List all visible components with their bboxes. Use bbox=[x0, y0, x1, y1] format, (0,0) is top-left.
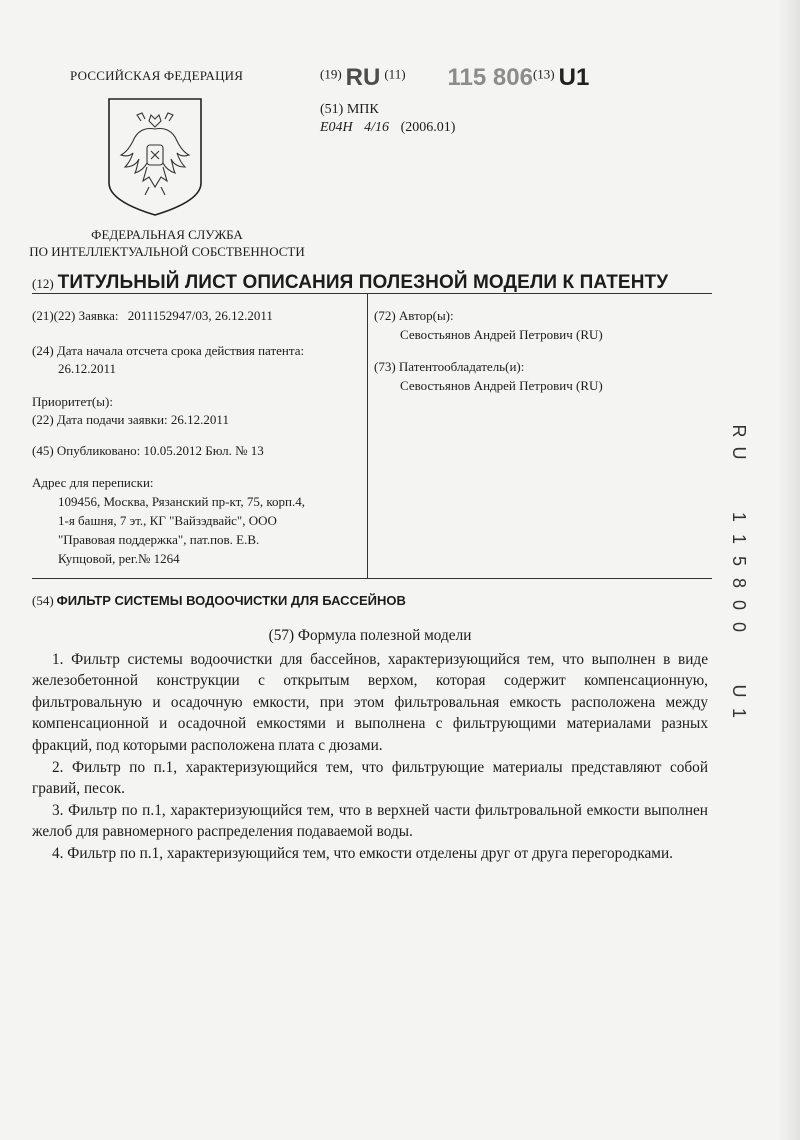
agency-line-2: ПО ИНТЕЛЛЕКТУАЛЬНОЙ СОБСТВЕННОСТИ bbox=[29, 244, 305, 259]
side-char: 1 bbox=[729, 511, 749, 522]
author-label: (72) Автор(ы): bbox=[374, 308, 454, 323]
divider-bottom bbox=[32, 578, 712, 579]
agency-line-1: ФЕДЕРАЛЬНАЯ СЛУЖБА bbox=[91, 227, 243, 242]
utility-model-title bbox=[32, 592, 406, 610]
side-char: 1 bbox=[729, 707, 749, 718]
utility-model-title-text: ФИЛЬТР СИСТЕМЫ ВОДООЧИСТКИ ДЛЯ БАССЕЙНОВ bbox=[56, 593, 406, 608]
page-edge-shadow bbox=[778, 0, 800, 1140]
address-line: 1-я башня, 7 эт., КГ "Вайзэдвайс", ООО bbox=[58, 513, 277, 528]
side-char: U bbox=[729, 446, 749, 460]
side-char: 8 bbox=[729, 577, 749, 588]
side-char: R bbox=[729, 424, 749, 438]
author-value: Севостьянов Андрей Петрович (RU) bbox=[400, 327, 603, 342]
vertical-side-label bbox=[726, 420, 752, 724]
term-start-value: 26.12.2011 bbox=[58, 361, 117, 376]
agency-name bbox=[22, 226, 312, 260]
application-label: (21)(22) Заявка: bbox=[32, 308, 119, 323]
side-char: 1 bbox=[729, 533, 749, 544]
inid-code-51: (51) bbox=[320, 102, 344, 117]
ipc-class: E04H bbox=[320, 120, 353, 135]
owner-value: Севостьянов Андрей Петрович (RU) bbox=[400, 378, 603, 393]
ipc-label-line bbox=[320, 102, 379, 118]
term-start-label: (24) Дата начала отсчета срока действия патента: bbox=[32, 343, 305, 358]
side-char: U bbox=[729, 684, 749, 698]
country-name: РОССИЙСКАЯ ФЕДЕРАЦИЯ bbox=[70, 68, 244, 83]
ipc-label: МПК bbox=[346, 102, 379, 117]
published-field bbox=[32, 443, 264, 459]
document-title bbox=[32, 272, 668, 294]
ipc-version: (2006.01) bbox=[400, 120, 456, 135]
published-label: (45) Опубликовано: bbox=[32, 443, 141, 458]
claim-item: 4. Фильтр по п.1, характеризующийся тем, что емкости отделены друг от друга перегородками. bbox=[52, 844, 673, 862]
ipc-group: 4/16 bbox=[364, 120, 390, 135]
address-block bbox=[32, 492, 388, 568]
address-label: Адрес для переписки: bbox=[32, 475, 154, 490]
filing-date-field bbox=[32, 412, 229, 428]
russian-coat-of-arms-icon bbox=[107, 97, 203, 217]
filing-date-value: 26.12.2011 bbox=[170, 412, 229, 427]
address-line: "Правовая поддержка", пат.пов. Е.В. bbox=[58, 532, 260, 547]
publication-number-line bbox=[320, 64, 589, 92]
ipc-classification bbox=[320, 120, 455, 136]
address-line: Купцовой, рег.№ 1264 bbox=[58, 551, 180, 566]
application-field bbox=[32, 308, 273, 324]
claim-item: 1. Фильтр системы водоочистки для бассейнов, характеризующийся тем, что выполнен в виде железобетонной конструкции с открытым верхом, которая содержит компенсационную, фильтровальную и осадочную емкости, при этом фильтровальная емкость расположена между компенсационной и осадочной емкостями и выполнена с фильтрующими материалами разных фракций, под которыми расположена плата с дюзами. bbox=[32, 650, 708, 754]
filing-date-label: (22) Дата подачи заявки: bbox=[32, 412, 168, 427]
priority-label: Приоритет(ы): bbox=[32, 394, 113, 409]
claim-item: 2. Фильтр по п.1, характеризующийся тем, что фильтрующие материалы представляют собой гравий, песок. bbox=[32, 758, 708, 798]
side-char: 0 bbox=[729, 599, 749, 610]
address-line: 109456, Москва, Рязанский пр-кт, 75, корп.4, bbox=[58, 494, 305, 509]
inid-code-13: (13) bbox=[532, 66, 555, 82]
published-value: 10.05.2012 Бюл. № 13 bbox=[143, 443, 264, 458]
inid-code-54: (54) bbox=[32, 593, 54, 608]
claim-item: 3. Фильтр по п.1, характеризующийся тем, что в верхней части фильтровальной емкости выполнен желоб для равномерного распределения подаваемой воды. bbox=[32, 801, 708, 841]
application-value: 2011152947/03, 26.12.2011 bbox=[127, 308, 273, 323]
side-char: 0 bbox=[729, 621, 749, 632]
claims-heading: (57) Формула полезной модели bbox=[268, 627, 472, 644]
inid-code-12: (12) bbox=[32, 276, 54, 291]
divider-top bbox=[32, 293, 712, 294]
inid-code-11: (11) bbox=[384, 66, 406, 82]
patent-number: 115 806 bbox=[447, 64, 533, 91]
owner-label: (73) Патентообладатель(и): bbox=[374, 359, 525, 374]
claims-section bbox=[32, 625, 708, 865]
kind-code: U1 bbox=[558, 64, 590, 91]
country-code: RU bbox=[345, 64, 381, 91]
side-char: 5 bbox=[729, 555, 749, 566]
document-title-text: ТИТУЛЬНЫЙ ЛИСТ ОПИСАНИЯ ПОЛЕЗНОЙ МОДЕЛИ К ПАТЕНТУ bbox=[57, 272, 669, 293]
inid-code-19: (19) bbox=[320, 66, 342, 82]
